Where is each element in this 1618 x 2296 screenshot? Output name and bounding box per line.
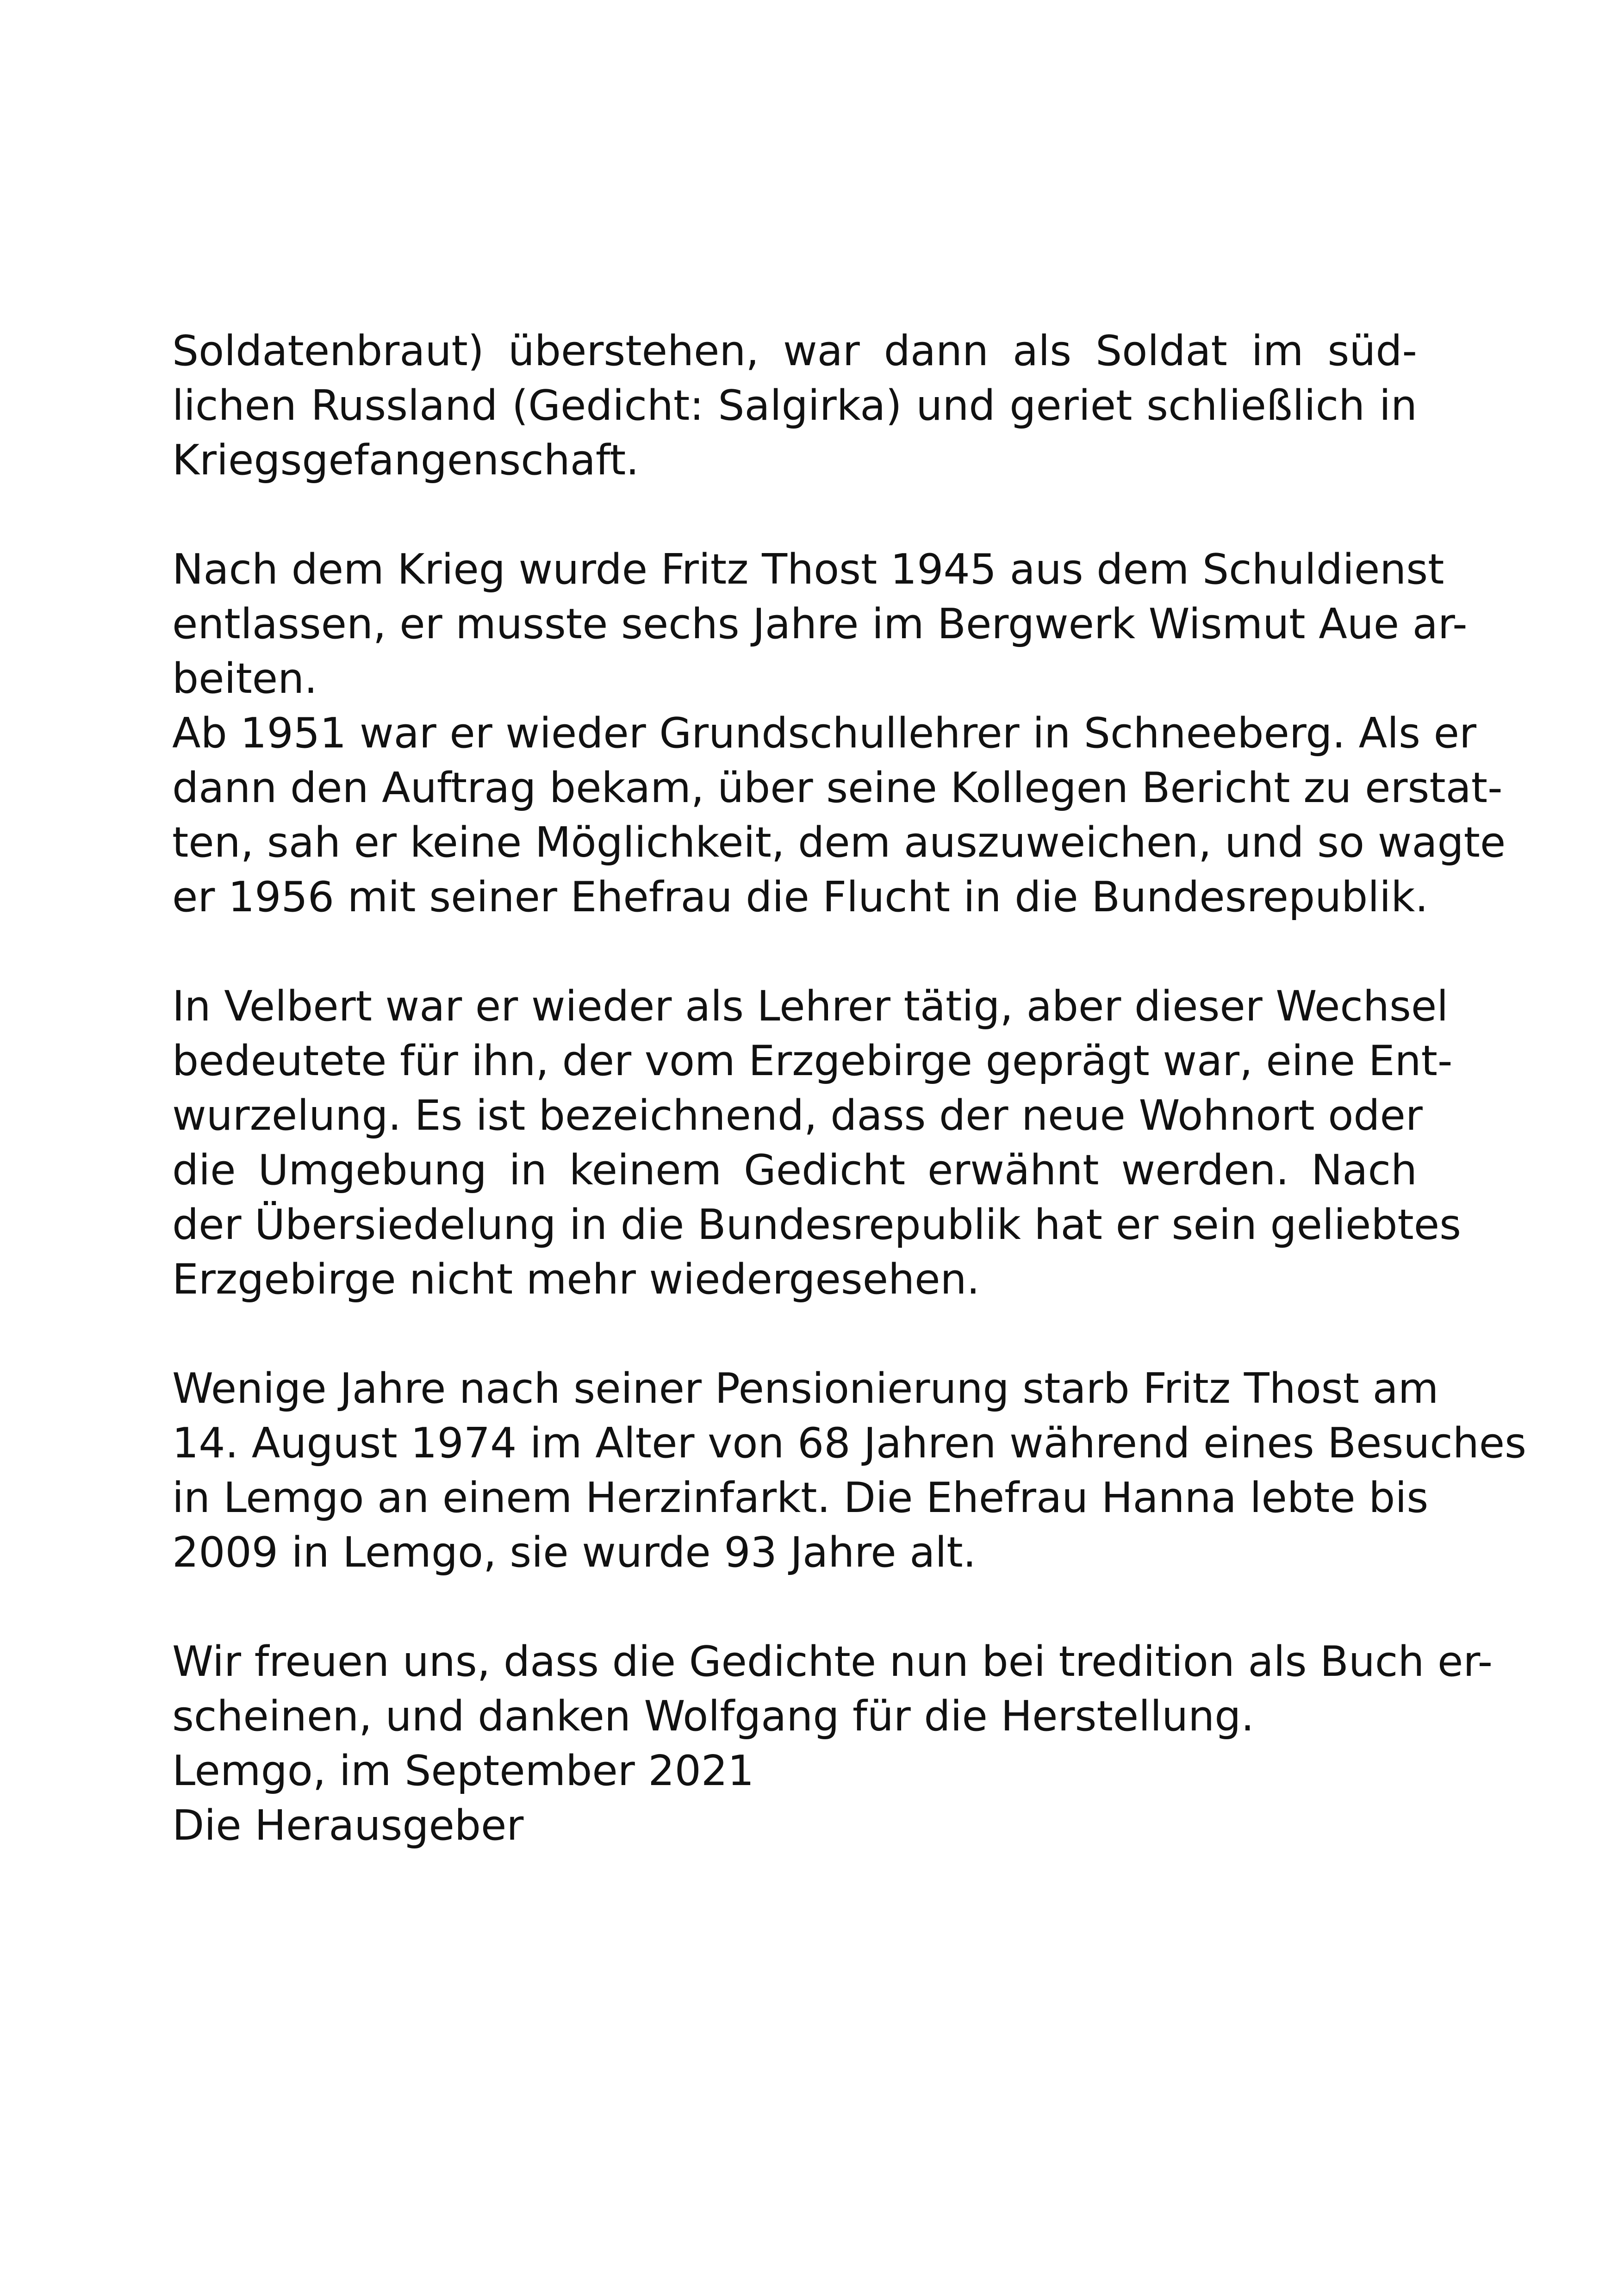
paragraph-flight	[172, 706, 1506, 925]
document-page	[172, 324, 1527, 1853]
paragraph-velbert	[172, 979, 1462, 1307]
text-line: Kriegsgefangenschaft.	[172, 436, 639, 485]
text-line: 2009 in Lemgo, sie wurde 93 Jahre alt.	[172, 1528, 977, 1577]
text-line: er 1956 mit seiner Ehefrau die Flucht in die Bundesrepublik.	[172, 873, 1429, 921]
paragraph-thanks	[172, 1635, 1493, 1744]
text-line: scheinen, und danken Wolfgang für die Herstellung.	[172, 1692, 1254, 1741]
text-line: 14. August 1974 im Alter von 68 Jahren während eines Besuches	[172, 1419, 1527, 1468]
text-line: lichen Russland (Gedicht: Salgirka) und geriet schließlich in	[172, 381, 1417, 430]
text-line: beiten.	[172, 654, 317, 703]
text-line: Soldatenbraut) überstehen, war dann als Soldat im süd-	[172, 327, 1417, 375]
closing	[172, 1744, 1417, 1853]
paragraph-captivity	[172, 324, 1417, 488]
text-line: entlassen, er musste sechs Jahre im Bergwerk Wismut Aue ar-	[172, 600, 1468, 648]
paragraph-death	[172, 1362, 1527, 1580]
text-line: der Übersiedelung in die Bundesrepublik hat er sein geliebtes	[172, 1201, 1462, 1249]
text-line: In Velbert war er wieder als Lehrer tätig, aber dieser Wechsel	[172, 982, 1449, 1031]
text-line: Erzgebirge nicht mehr wiedergesehen.	[172, 1255, 980, 1304]
signature: Die Herausgeber	[172, 1801, 524, 1850]
text-line: Nach dem Krieg wurde Fritz Thost 1945 aus dem Schuldienst	[172, 545, 1444, 594]
text-line: wurzelung. Es ist bezeichnend, dass der neue Wohnort oder	[172, 1091, 1423, 1140]
text-line: die Umgebung in keinem Gedicht erwähnt werden. Nach	[172, 1146, 1417, 1195]
paragraph-postwar	[172, 542, 1468, 706]
text-line: Ab 1951 war er wieder Grundschullehrer in Schneeberg. Als er	[172, 709, 1477, 758]
text-line: Wenige Jahre nach seiner Pensionierung starb Fritz Thost am	[172, 1364, 1439, 1413]
text-line: in Lemgo an einem Herzinfarkt. Die Ehefrau Hanna lebte bis	[172, 1474, 1429, 1522]
text-line: Wir freuen uns, dass die Gedichte nun bei tredition als Buch er-	[172, 1637, 1493, 1686]
text-line: bedeutete für ihn, der vom Erzgebirge geprägt war, eine Ent-	[172, 1037, 1453, 1085]
text-line: dann den Auftrag bekam, über seine Kollegen Bericht zu erstat-	[172, 764, 1503, 812]
text-line: ten, sah er keine Möglichkeit, dem auszuweichen, und so wagte	[172, 818, 1506, 867]
place-date: Lemgo, im September 2021	[172, 1747, 754, 1795]
